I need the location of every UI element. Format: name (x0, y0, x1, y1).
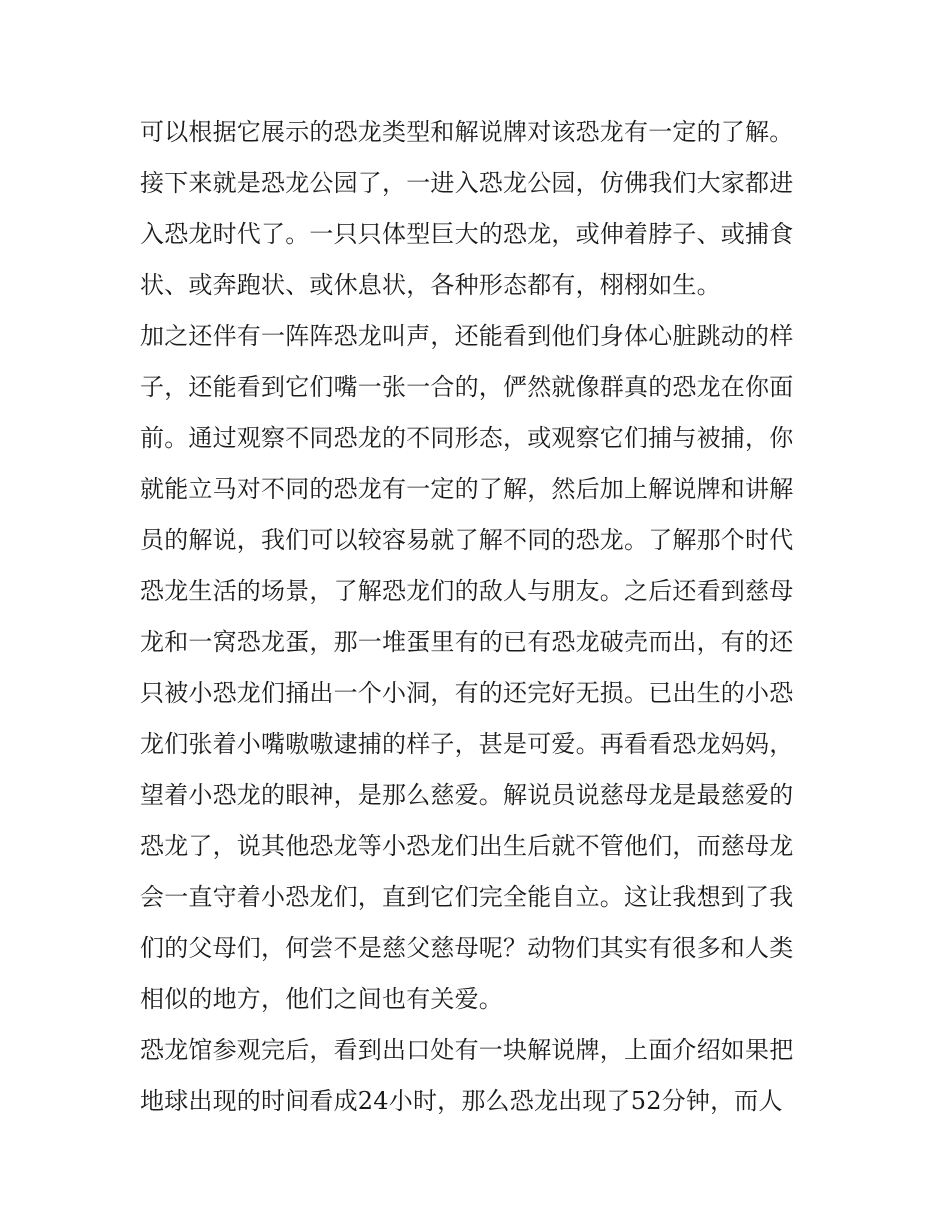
text-line: 龙和一窝恐龙蛋，那一堆蛋里有的已有恐龙破壳而出，有的还 (140, 628, 794, 656)
document-body (140, 107, 820, 1127)
paragraph-2 (140, 158, 820, 311)
paragraph-1 (140, 107, 820, 158)
paragraph-4 (140, 1025, 820, 1127)
text-line: 望着小恐龙的眼神，是那么慈爱。解说员说慈母龙是最慈爱的 (140, 781, 794, 809)
text-line: 员的解说，我们可以较容易就了解不同的恐龙。了解那个时代 (140, 526, 794, 554)
text-line: 就能立马对不同的恐龙有一定的了解，然后加上解说牌和讲解 (140, 475, 794, 503)
text-line: 只被小恐龙们捅出一个小洞，有的还完好无损。已出生的小恐 (140, 679, 794, 707)
text-line: 龙们张着小嘴嗷嗷逮捕的样子，甚是可爱。再看看恐龙妈妈， (140, 730, 794, 758)
text-line: 恐龙馆参观完后，看到出口处有一块解说牌，上面介绍如果把 (140, 1036, 794, 1064)
text-line: 地球出现的时间看成24小时，那么恐龙出现了52分钟，而人 (140, 1087, 783, 1115)
text-line: 入恐龙时代了。一只只体型巨大的恐龙，或伸着脖子、或捕食 (140, 220, 794, 248)
text-line: 子，还能看到它们嘴一张一合的，俨然就像群真的恐龙在你面 (140, 373, 794, 401)
text-line: 加之还伴有一阵阵恐龙叫声，还能看到他们身体心脏跳动的样 (140, 322, 794, 350)
text-line: 相似的地方，他们之间也有关爱。 (140, 985, 503, 1013)
text-line: 状、或奔跑状、或休息状，各种形态都有，栩栩如生。 (140, 271, 721, 299)
text-line: 可以根据它展示的恐龙类型和解说牌对该恐龙有一定的了解。 (140, 118, 794, 146)
text-line: 接下来就是恐龙公园了，一进入恐龙公园，仿佛我们大家都进 (140, 169, 794, 197)
text-line: 恐龙生活的场景，了解恐龙们的敌人与朋友。之后还看到慈母 (140, 577, 794, 605)
text-line: 会一直守着小恐龙们，直到它们完全能自立。这让我想到了我 (140, 883, 794, 911)
paragraph-3 (140, 311, 820, 1025)
text-line: 们的父母们，何尝不是慈父慈母呢？动物们其实有很多和人类 (140, 934, 794, 962)
text-line: 恐龙了，说其他恐龙等小恐龙们出生后就不管他们，而慈母龙 (140, 832, 794, 860)
text-line: 前。通过观察不同恐龙的不同形态，或观察它们捕与被捕，你 (140, 424, 794, 452)
